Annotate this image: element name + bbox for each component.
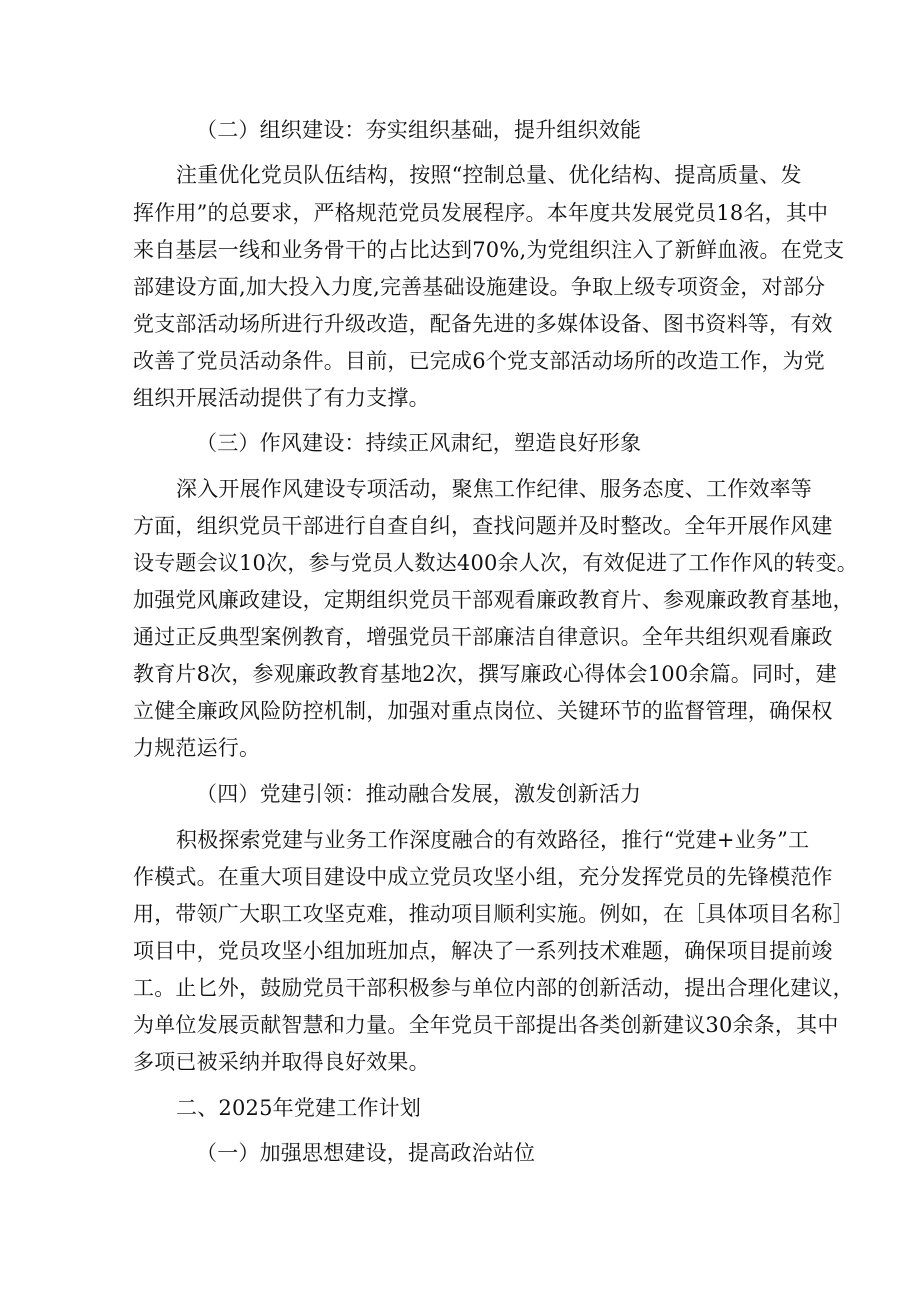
paragraph-line: 作模式。在重大项目建设中成立党员攻坚小组，充分发挥党员的先锋模范作 [133, 865, 833, 889]
paragraph-line: 教育片8次，参观廉政教育基地2次，撰写廉政心得体会100余篇。同时，建 [133, 662, 837, 686]
paragraph-line: 通过正反典型案例教育，增强党员干部廉洁自律意识。全年共组织观看廉政 [133, 625, 833, 649]
section-heading-ideology: （一）加强思想建设，提高政治站位 [196, 1141, 536, 1165]
paragraph-line: 挥作用”的总要求，严格规范党员发展程序。本年度共发展党员18名，其中 [133, 201, 829, 225]
paragraph-line: 多项已被采纳并取得良好效果。 [133, 1050, 430, 1074]
paragraph-line: 深入开展作风建设专项活动，聚焦工作纪律、服务态度、工作效率等 [176, 477, 812, 501]
paragraph-line: 用，带领广大职工攻坚克难，推动项目顺利实施。例如，在［具体项目名称］ [133, 902, 854, 926]
paragraph-line: 改善了党员活动条件。目前，已完成6个党支部活动场所的改造工作，为党 [133, 349, 825, 373]
paragraph-line: 设专题会议10次，参与党员人数达400余人次，有效促进了工作作风的转变。 [133, 551, 859, 575]
paragraph-line: 党支部活动场所进行升级改造，配备先进的多媒体设备、图书资料等，有效 [133, 312, 833, 336]
paragraph-line: 方面，组织党员干部进行自查自纠，查找问题并及时整改。全年开展作风建 [133, 514, 833, 538]
paragraph-line: 组织开展活动提供了有力支撑。 [133, 386, 430, 410]
paragraph-line: 积极探索党建与业务工作深度融合的有效路径，推行“党建+业务”工 [176, 828, 810, 852]
paragraph-line: 项目中，党员攻坚小组加班加点，解决了一系列技术难题，确保项目提前竣 [133, 939, 833, 963]
paragraph-line: 部建设方面,加大投入力度,完善基础设施建设。争取上级专项资金，对部分 [133, 275, 826, 299]
section-heading-conduct: （三）作风建设：持续正风肃纪，塑造良好形象 [196, 431, 642, 455]
paragraph-line: 力规范运行。 [133, 736, 261, 760]
section-heading-plan: 二、2025年党建工作计划 [176, 1096, 422, 1120]
paragraph-line: 来自基层一线和业务骨干的占比达到70%,为党组织注入了新鲜血液。在党支 [133, 238, 845, 262]
paragraph-line: 加强党风廉政建设，定期组织党员干部观看廉政教育片、参观廉政教育基地， [133, 588, 854, 612]
paragraph-line: 立健全廉政风险防控机制，加强对重点岗位、关键环节的监督管理，确保权 [133, 699, 833, 723]
section-heading-organization: （二）组织建设：夯实组织基础，提升组织效能 [196, 118, 642, 142]
paragraph-line: 为单位发展贡献智慧和力量。全年党员干部提出各类创新建议30余条，其中 [133, 1013, 839, 1037]
paragraph-line: 注重优化党员队伍结构，按照“控制总量、优化结构、提高质量、发 [176, 163, 802, 187]
paragraph-line: 工。止匕外，鼓励党员干部积极参与单位内部的创新活动，提出合理化建议， [133, 976, 854, 1000]
section-heading-leadership: （四）党建引领：推动融合发展，激发创新活力 [196, 782, 642, 806]
